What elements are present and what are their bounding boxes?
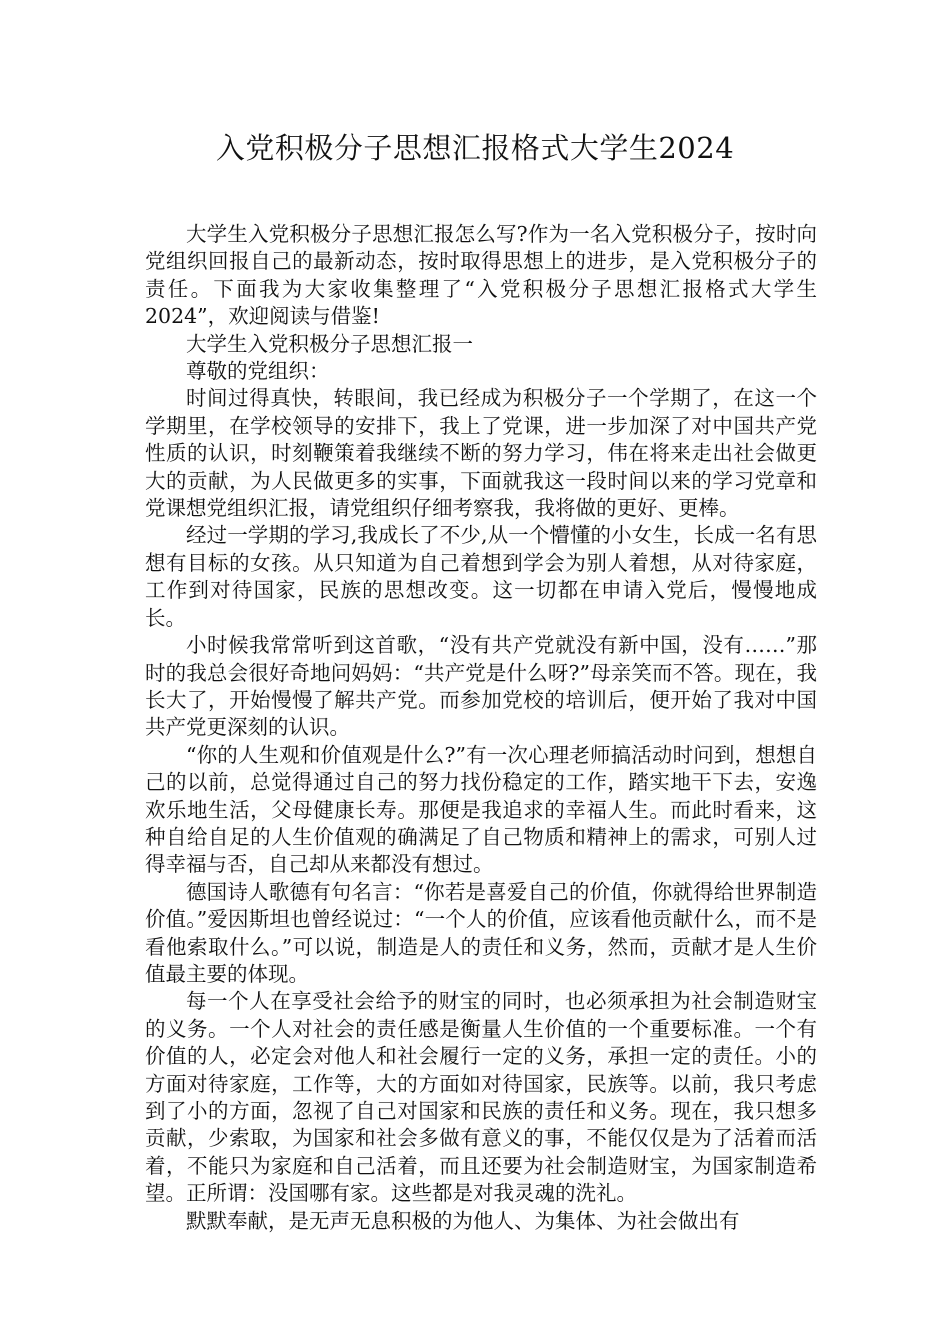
paragraph-section-heading: 大学生入党积极分子思想汇报一	[186, 331, 473, 356]
paragraph-salutation: 尊敬的党组织：	[186, 359, 330, 384]
paragraph-intro: 大学生入党积极分子思想汇报怎么写?作为一名入党积极分子，按时向党组织回报自己的最新动态，按时取得思想上的进步，是入党积极分子的责任。下面我为大家收集整理了“入党积极分子思想汇报格式大学生2024”，欢迎阅读与借鉴!	[145, 222, 817, 329]
paragraph-body: 德国诗人歌德有句名言：“你若是喜爱自己的价值，你就得给世界制造价值。”爱因斯坦也曾经说过：“一个人的价值，应该看他贡献什么，而不是看他索取什么。”可以说，制造是人的责任和义务，然而，贡献才是人生价值最主要的体现。	[145, 879, 817, 986]
paragraph-body: “你的人生观和价值观是什么?”有一次心理老师搞活动时问到，想想自己的以前，总觉得通过自己的努力找份稳定的工作，踏实地干下去，安逸欢乐地生活，父母健康长寿。那便是我追求的幸福人生。而此时看来，这种自给自足的人生价值观的确满足了自己物质和精神上的需求，可别人过得幸福与否，自己却从来都没有想过。	[145, 742, 817, 877]
paragraph-body: 经过一学期的学习,我成长了不少,从一个懵懂的小女生，长成一名有思想有目标的女孩。从只知道为自己着想到学会为别人着想，从对待家庭，工作到对待国家，民族的思想改变。这一切都在申请入党后，慢慢地成长。	[145, 523, 817, 630]
paragraph-body: 小时候我常常听到这首歌，“没有共产党就没有新中国，没有……”那时的我总会很好奇地问妈妈：“共产党是什么呀?”母亲笑而不答。现在，我长大了，开始慢慢了解共产党。而参加党校的培训后，便开始了我对中国共产党更深刻的认识。	[145, 633, 817, 740]
paragraph-body-truncated: 默默奉献，是无声无息积极的为他人、为集体、为社会做出有	[186, 1208, 740, 1233]
paragraph-body: 时间过得真快，转眼间，我已经成为积极分子一个学期了，在这一个学期里，在学校领导的安排下，我上了党课，进一步加深了对中国共产党性质的认识，时刻鞭策着我继续不断的努力学习，伟在将来走出社会做更大的贡献，为人民做更多的实事，下面就我这一段时间以来的学习党章和党课想党组织汇报，请党组织仔细考察我，我将做的更好、更棒。	[145, 386, 817, 521]
document-title: 入党积极分子思想汇报格式大学生2024	[215, 131, 735, 165]
document-body	[145, 221, 817, 1235]
paragraph-body: 每一个人在享受社会给予的财宝的同时，也必须承担为社会制造财宝的义务。一个人对社会的责任感是衡量人生价值的一个重要标准。一个有价值的人，必定会对他人和社会履行一定的义务，承担一定的责任。小的方面对待家庭，工作等，大的方面如对待国家，民族等。以前，我只考虑到了小的方面，忽视了自己对国家和民族的责任和义务。现在，我只想多贡献，少索取，为国家和社会多做有意义的事，不能仅仅是为了活着而活着，不能只为家庭和自己活着，而且还要为社会制造财宝，为国家制造希望。正所谓：没国哪有家。这些都是对我灵魂的洗礼。	[145, 989, 817, 1206]
